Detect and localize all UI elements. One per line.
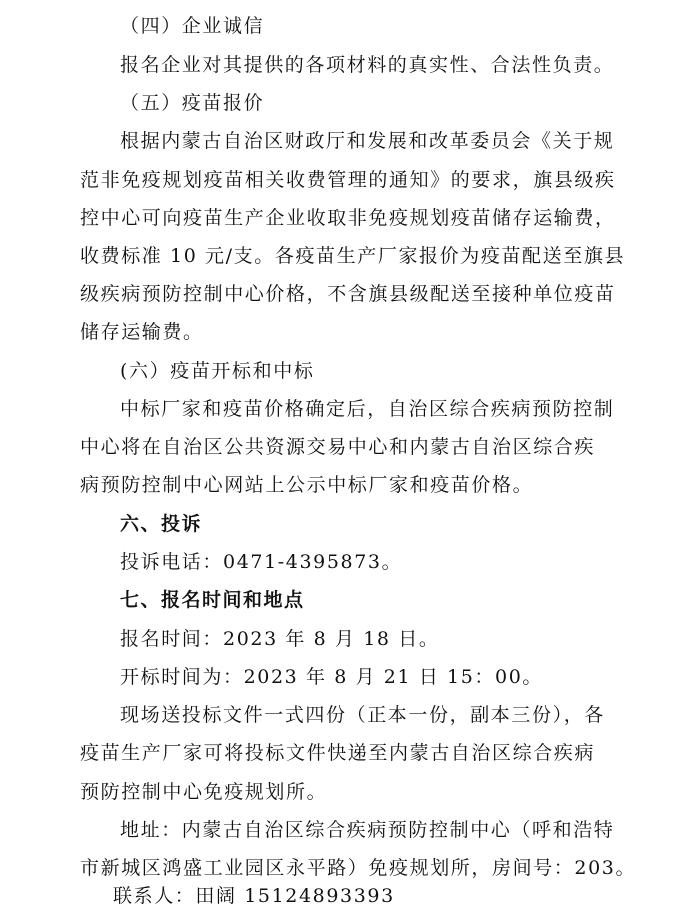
- subsection-heading-integrity: （四）企业诚信: [120, 15, 265, 37]
- paragraph-line: 现场送投标文件一式四份（正本一份，副本三份），各: [120, 704, 605, 726]
- paragraph-line: 预防控制中心免疫规划所。: [80, 781, 328, 803]
- paragraph-line: 范非免疫规划疫苗相关收费管理的通知》的要求，旗县级疾: [80, 169, 616, 191]
- complaint-phone: 投诉电话：0471-4395873。: [120, 551, 403, 573]
- paragraph-line: 病预防控制中心网站上公示中标厂家和疫苗价格。: [80, 474, 534, 496]
- subsection-heading-bid-opening: (六）疫苗开标和中标: [120, 360, 315, 382]
- registration-time: 报名时间：2023 年 8 月 18 日。: [120, 628, 440, 650]
- paragraph-line: 收费标准 10 元/支。各疫苗生产厂家报价为疫苗配送至旗县: [80, 245, 626, 267]
- section-heading-registration: 七、报名时间和地点: [120, 589, 305, 611]
- address-line: 市新城区鸿盛工业园区永平路）免疫规划所，房间号：203。: [80, 857, 637, 879]
- paragraph-line: 根据内蒙古自治区财政厅和发展和改革委员会《关于规: [120, 130, 615, 152]
- address-line: 地址：内蒙古自治区综合疾病预防控制中心（呼和浩特: [120, 819, 615, 841]
- paragraph-line: 中心将在自治区公共资源交易中心和内蒙古自治区综合疾: [80, 436, 596, 458]
- paragraph-line: 级疾病预防控制中心价格，不含旗县级配送至接种单位疫苗: [80, 283, 616, 305]
- subsection-heading-quote: （五）疫苗报价: [120, 92, 265, 114]
- contact-line: 联系人：田阔 15124893393: [113, 885, 395, 907]
- bid-opening-time: 开标时间为：2023 年 8 月 21 日 15：00。: [120, 666, 544, 688]
- paragraph-line: 中标厂家和疫苗价格确定后，自治区综合疾病预防控制: [120, 398, 615, 420]
- paragraph-line: 控中心可向疫苗生产企业收取非免疫规划疫苗储存运输费，: [80, 207, 616, 229]
- section-heading-complaint: 六、投诉: [120, 513, 203, 535]
- paragraph-line: 储存运输费。: [80, 321, 204, 343]
- paragraph-line: 疫苗生产厂家可将投标文件快递至内蒙古自治区综合疾病: [80, 742, 596, 764]
- paragraph-integrity: 报名企业对其提供的各项材料的真实性、合法性负责。: [120, 54, 615, 76]
